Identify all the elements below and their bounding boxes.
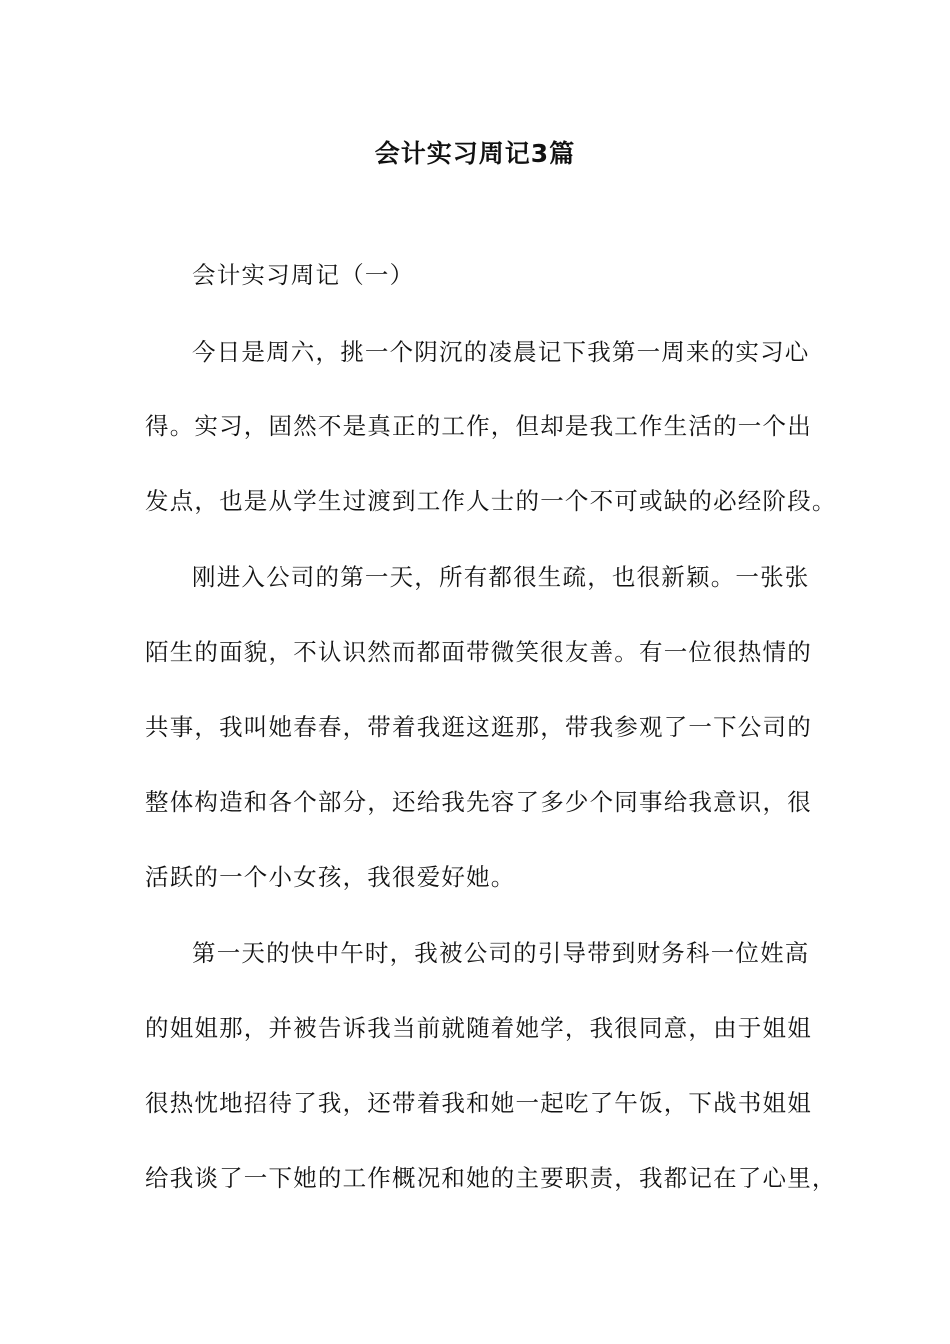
paragraph-line: 给我谈了一下她的工作概况和她的主要职责，我都记在了心里， [145,1164,837,1192]
paragraph-line: 共事，我叫她春春，带着我逛这逛那，带我参观了一下公司的 [145,713,812,741]
paragraph-line: 发点，也是从学生过渡到工作人士的一个不可或缺的必经阶段。 [145,487,837,515]
section-heading: 会计实习周记（一） [192,261,415,289]
document-title: 会计实习周记3篇 [374,139,576,168]
paragraph-line: 活跃的一个小女孩，我很爱好她。 [145,863,516,891]
paragraph-line: 很热忱地招待了我，还带着我和她一起吃了午饭，下战书姐姐 [145,1089,812,1117]
paragraph-line: 刚进入公司的第一天，所有都很生疏，也很新颖。一张张 [192,563,810,591]
paragraph-line: 的姐姐那，并被告诉我当前就随着她学，我很同意，由于姐姐 [145,1014,812,1042]
paragraph-line: 整体构造和各个部分，还给我先容了多少个同事给我意识，很 [145,788,812,816]
paragraph-line: 陌生的面貌，不认识然而都面带微笑很友善。有一位很热情的 [145,638,812,666]
paragraph-line: 今日是周六，挑一个阴沉的凌晨记下我第一周来的实习心 [192,338,810,366]
paragraph-line: 得。实习，固然不是真正的工作，但却是我工作生活的一个出 [145,412,812,440]
paragraph-line: 第一天的快中午时，我被公司的引导带到财务科一位姓高 [192,939,810,967]
